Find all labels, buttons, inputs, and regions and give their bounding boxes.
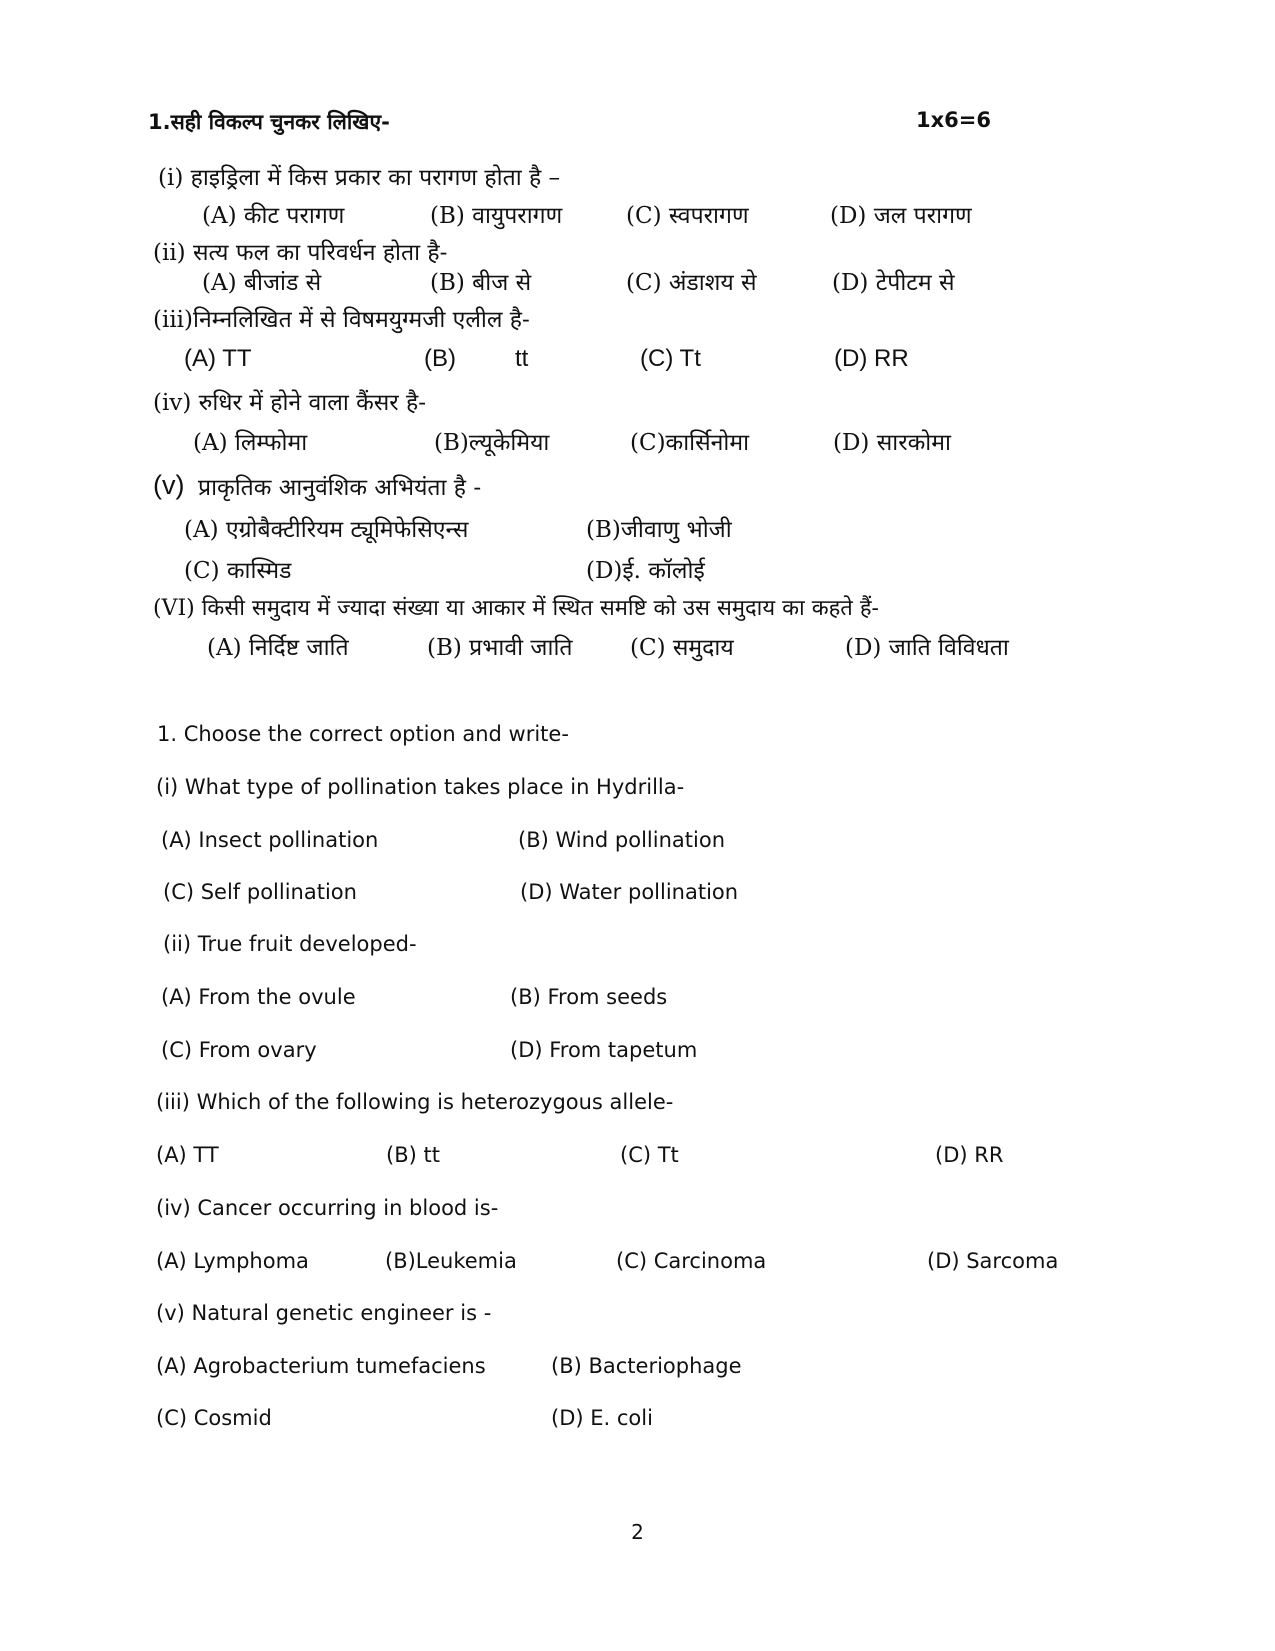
hindi-q3-option-b-value: tt bbox=[515, 345, 529, 372]
hindi-q6-option-a: (A) निर्दिष्ट जाति bbox=[207, 635, 349, 661]
english-q4-option-c: (C) Carcinoma bbox=[616, 1249, 767, 1273]
english-q2-option-a: (A) From the ovule bbox=[161, 985, 356, 1009]
english-q3-stem: (iii) Which of the following is heterozygous allele- bbox=[156, 1090, 674, 1114]
english-q2-option-b: (B) From seeds bbox=[510, 985, 668, 1009]
hindi-q5-option-a: (A) एग्रोबैक्टीरियम ट्यूमिफेसिएन्स bbox=[184, 517, 469, 543]
hindi-q4-option-a: (A) लिम्फोमा bbox=[193, 430, 308, 456]
hindi-q6-option-d: (D) जाति विविधता bbox=[845, 635, 1009, 661]
english-q5-option-b: (B) Bacteriophage bbox=[551, 1354, 742, 1378]
page-number: 2 bbox=[631, 1520, 644, 1544]
hindi-heading: 1.सही विकल्प चुनकर लिखिए- bbox=[148, 110, 390, 134]
english-q3-option-d: (D) RR bbox=[935, 1143, 1004, 1167]
english-q1-option-b: (B) Wind pollination bbox=[518, 828, 726, 852]
hindi-q5-number: (v) bbox=[153, 470, 185, 500]
hindi-q4-option-c: (C)कार्सिनोमा bbox=[630, 430, 750, 456]
hindi-q3-option-a: (A) TT bbox=[184, 345, 252, 372]
hindi-q2-option-a: (A) बीजांड से bbox=[202, 270, 322, 296]
hindi-q3-option-c: (C) Tt bbox=[640, 345, 701, 372]
hindi-q6-option-b: (B) प्रभावी जाति bbox=[427, 635, 573, 661]
hindi-q6-option-c: (C) समुदाय bbox=[630, 635, 734, 661]
english-q4-option-b: (B)Leukemia bbox=[385, 1249, 517, 1273]
hindi-q3-option-b-label: (B) bbox=[424, 345, 456, 372]
hindi-q5-option-b: (B)जीवाणु भोजी bbox=[586, 517, 732, 543]
english-q3-option-a: (A) TT bbox=[156, 1143, 219, 1167]
hindi-q2-stem: (ii) सत्य फल का परिवर्धन होता है- bbox=[153, 240, 448, 266]
english-q2-stem: (ii) True fruit developed- bbox=[163, 932, 417, 956]
english-q5-stem: (v) Natural genetic engineer is - bbox=[156, 1301, 492, 1325]
hindi-q5-stem: प्राकृतिक आनुवंशिक अभियंता है - bbox=[198, 475, 482, 501]
english-q5-option-a: (A) Agrobacterium tumefaciens bbox=[156, 1354, 486, 1378]
english-q4-option-d: (D) Sarcoma bbox=[927, 1249, 1059, 1273]
hindi-q5-option-d: (D)ई. कॉलोई bbox=[586, 558, 705, 584]
english-q1-stem: (i) What type of pollination takes place in Hydrilla- bbox=[156, 775, 685, 799]
hindi-q2-option-b: (B) बीज से bbox=[430, 270, 532, 296]
hindi-q1-option-d: (D) जल परागण bbox=[830, 203, 972, 229]
english-q3-option-b: (B) tt bbox=[386, 1143, 440, 1167]
hindi-q1-option-c: (C) स्वपरागण bbox=[626, 203, 749, 229]
english-q4-stem: (iv) Cancer occurring in blood is- bbox=[156, 1196, 499, 1220]
hindi-q1-stem: (i) हाइड्रिला में किस प्रकार का परागण होता है – bbox=[158, 165, 560, 191]
hindi-q2-option-d: (D) टेपीटम से bbox=[832, 270, 955, 296]
english-q5-option-d: (D) E. coli bbox=[551, 1406, 653, 1430]
english-heading: 1. Choose the correct option and write- bbox=[157, 722, 569, 746]
hindi-q5-option-c: (C) कास्मिड bbox=[184, 558, 292, 584]
hindi-q3-option-d: (D) RR bbox=[834, 345, 909, 372]
hindi-q1-option-b: (B) वायुपरागण bbox=[430, 203, 563, 229]
hindi-q2-option-c: (C) अंडाशय से bbox=[626, 270, 757, 296]
hindi-q4-stem: (iv) रुधिर में होने वाला कैंसर है- bbox=[153, 390, 427, 416]
hindi-q1-option-a: (A) कीट परागण bbox=[202, 203, 345, 229]
marks-label: 1x6=6 bbox=[916, 108, 991, 132]
hindi-q4-option-d: (D) सारकोमा bbox=[833, 430, 951, 456]
english-q1-option-d: (D) Water pollination bbox=[520, 880, 739, 904]
english-q5-option-c: (C) Cosmid bbox=[156, 1406, 272, 1430]
english-q1-option-a: (A) Insect pollination bbox=[161, 828, 379, 852]
english-q4-option-a: (A) Lymphoma bbox=[156, 1249, 309, 1273]
hindi-q3-stem: (iii)निम्नलिखित में से विषमयुग्मजी एलील है- bbox=[153, 307, 530, 333]
hindi-q6-stem: (VI) किसी समुदाय में ज्यादा संख्या या आकार में स्थित समष्टि को उस समुदाय का कहते हैं- bbox=[153, 596, 879, 621]
english-q3-option-c: (C) Tt bbox=[620, 1143, 679, 1167]
english-q2-option-d: (D) From tapetum bbox=[510, 1038, 698, 1062]
english-q1-option-c: (C) Self pollination bbox=[163, 880, 357, 904]
hindi-q4-option-b: (B)ल्यूकेमिया bbox=[434, 430, 550, 456]
english-q2-option-c: (C) From ovary bbox=[161, 1038, 317, 1062]
